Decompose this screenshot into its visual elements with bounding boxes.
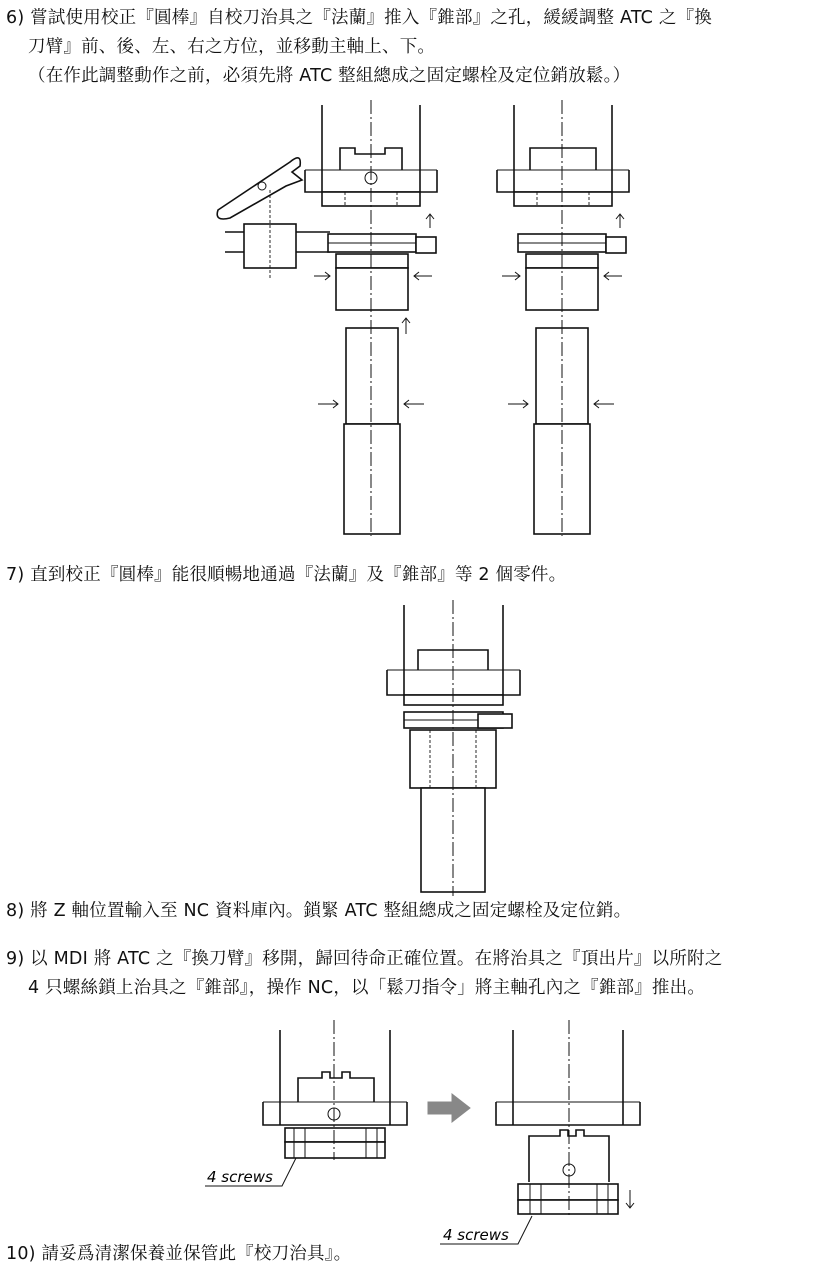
step-note: （在作此調整動作之前，必須先將 ATC 整組總成之固定螺栓及定位銷放鬆。）: [28, 66, 631, 86]
screws-callout-right: 4 screws: [443, 1226, 509, 1244]
figure-step6-adjustment-diagram: [0, 100, 840, 540]
step-9: [6, 945, 722, 1003]
right-assembly: [497, 100, 629, 536]
step-7: [6, 561, 566, 590]
figure-step7-rod-passing-diagram: [0, 600, 840, 900]
figure-step9-ejection-diagram: [0, 1020, 840, 1248]
step-text: 4 只螺絲鎖上治具之『錐部』，操作 NC，以「鬆刀指令」將主軸孔內之『錐部』推出。: [28, 978, 706, 998]
step-8: [6, 897, 631, 926]
step-number: 9): [6, 949, 25, 969]
screws-callout-left: 4 screws: [207, 1168, 273, 1186]
right-arrow-icon: [428, 1094, 470, 1122]
step-text: 刀臂』前、後、左、右之方位，並移動主軸上、下。: [28, 37, 436, 57]
right-ejection-assembly: [440, 1020, 640, 1244]
step-number: 7): [6, 565, 25, 585]
left-ejection-assembly: [205, 1020, 407, 1186]
left-assembly: [217, 100, 437, 536]
step-text: 請妥爲清潔保養並保管此『校刀治具』。: [41, 1244, 352, 1264]
step-6: [6, 4, 712, 91]
step-text: 嘗試使用校正『圓棒』自校刀治具之『法蘭』推入『錐部』之孔，緩緩調整 ATC 之『換: [30, 8, 712, 28]
step-number: 8): [6, 901, 25, 921]
step-number: 6): [6, 8, 25, 28]
step-text: 以 MDI 將 ATC 之『換刀臂』移開，歸回待命正確位置。在將治具之『頂出片』以所附之: [30, 949, 723, 969]
step-10: [6, 1240, 351, 1269]
step-text: 將 Z 軸位置輸入至 NC 資料庫內。鎖緊 ATC 整組總成之固定螺栓及定位銷。: [30, 901, 632, 921]
step-text: 直到校正『圓棒』能很順暢地通過『法蘭』及『錐部』等 2 個零件。: [30, 565, 567, 585]
step-number: 10): [6, 1244, 36, 1264]
